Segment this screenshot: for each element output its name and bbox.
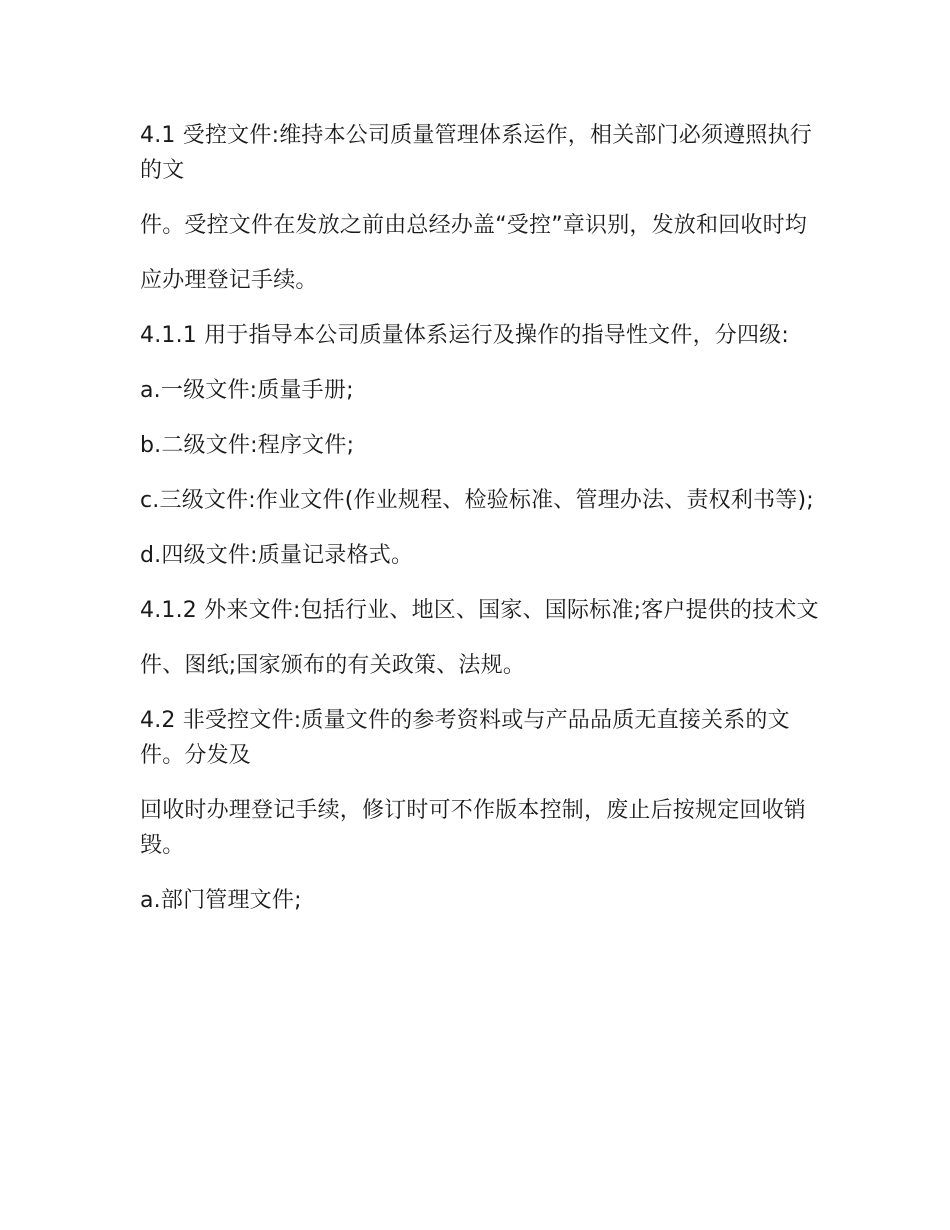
paragraph-4-1-1: 4.1.1 用于指导本公司质量体系运行及操作的指导性文件，分四级: [140, 323, 789, 348]
paragraph-4-2-cont: 回收时办理登记手续，修订时可不作版本控制，废止后按规定回收销毁。 [140, 798, 807, 858]
paragraph-4-1: 4.1 受控文件:维持本公司质量管理体系运作，相关部门必须遵照执行的文 [140, 123, 812, 183]
list-item-level-3: c.三级文件:作业文件(作业规程、检验标准、管理办法、责权利书等); [140, 488, 814, 513]
list-item-dept-docs: a.部门管理文件; [140, 888, 302, 913]
paragraph-4-1-end: 应办理登记手续。 [140, 268, 318, 293]
list-item-level-2: b.二级文件:程序文件; [140, 433, 355, 458]
list-item-level-4: d.四级文件:质量记录格式。 [140, 543, 414, 568]
paragraph-4-1-2: 4.1.2 外来文件:包括行业、地区、国家、国际标准;客户提供的技术文 [140, 598, 819, 623]
document-body [140, 118, 820, 938]
list-item-level-1: a.一级文件:质量手册; [140, 378, 354, 403]
paragraph-4-1-cont: 件。受控文件在发放之前由总经办盖“受控”章识别，发放和回收时均 [140, 213, 807, 238]
paragraph-4-2: 4.2 非受控文件:质量文件的参考资料或与产品品质无直接关系的文件。分发及 [140, 708, 790, 768]
paragraph-4-1-2-cont: 件、图纸;国家颁布的有关政策、法规。 [140, 653, 526, 678]
